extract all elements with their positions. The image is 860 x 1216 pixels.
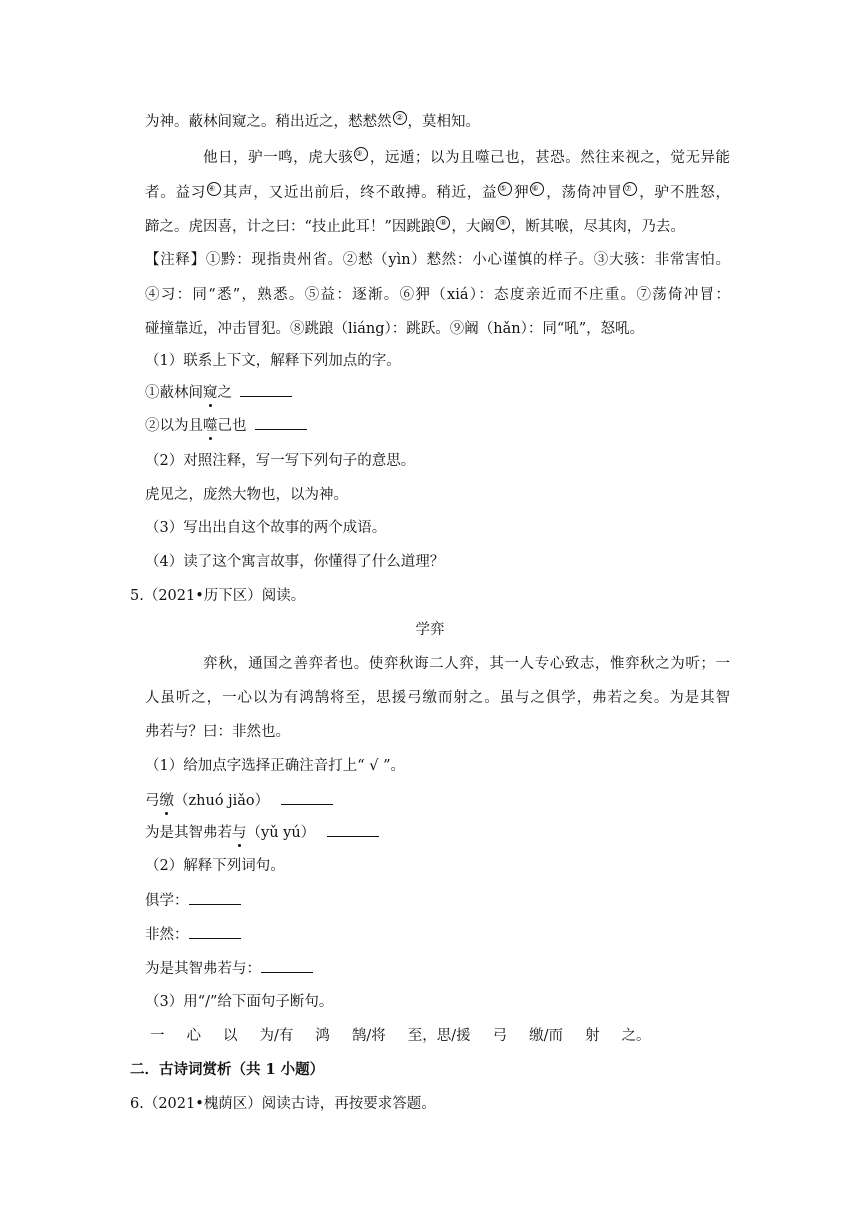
q4-sub4: （4）读了这个寓言故事，你懂得了什么道理？: [145, 554, 445, 570]
q5-passage-line-1: 弈秋，通国之善弈者也。使弈秋诲二人弈，其一人专心致志，惟弈秋之为听；一: [203, 656, 730, 672]
q5-passage-title: 学弈: [415, 622, 445, 638]
q5-sub2-item-c: 为是其智弗若与：: [145, 958, 313, 979]
q4-sub1: （1）联系上下文，解释下列加点的字。: [145, 353, 401, 369]
q5-passage-line-2: 人虽听之，一心以为有鸿鹄将至，思援弓缴而射之。虽与之俱学，弗若之矣。为是其智: [145, 690, 730, 706]
notes-line-3: 碰撞靠近，冲击冒犯。⑧跳踉（liáng）：跳跃。⑨阚（hǎn）：同“吼”，怒吼。: [145, 321, 645, 337]
q5-sub1-item-a: 弓缴（zhuó jiǎo）: [145, 790, 333, 811]
q4-sub2-sentence: 虎见之，庞然大物也，以为神。: [145, 487, 348, 503]
q5-sub2: （2）解释下列词句。: [145, 858, 285, 874]
q4-sub1-item-a: ①蔽林间窥之: [145, 382, 292, 403]
passage-line-4: 蹄之。虎因喜，计之曰：“技止此耳！”因跳踉 ⑧ ，大阚 ⑨ ，断其喉，尽其肉，乃去。: [145, 218, 685, 235]
answer-blank[interactable]: [261, 958, 313, 973]
section-heading: 二．古诗词赏析（共 1 小题）: [130, 1061, 325, 1078]
notes-line-2: ④习：同“悉”，熟悉。⑤益：逐渐。⑥狎（xiá）：态度亲近而不庄重。⑦荡倚冲冒：: [145, 287, 730, 303]
answer-blank[interactable]: [255, 415, 307, 430]
answer-blank[interactable]: [189, 890, 241, 905]
q5-sub2-item-a: 俱学：: [145, 890, 241, 911]
answer-blank[interactable]: [281, 790, 333, 805]
answer-blank[interactable]: [240, 382, 292, 397]
q5-sub2-item-b: 非然：: [145, 924, 241, 945]
q6-heading: 6.（2021•槐荫区）阅读古诗，再按要求答题。: [130, 1096, 436, 1112]
passage-line-1: 为神。蔽林间窥之。稍出近之，慭慭然 ② ，莫相知。: [145, 113, 480, 130]
q4-sub2: （2）对照注释，写一写下列句子的意思。: [145, 453, 416, 469]
q5-passage-line-3: 弗若与？曰：非然也。: [145, 724, 290, 740]
notes-line-1: 【注释】①黔：现指贵州省。②慭（yìn）慭然：小心谨慎的样子。③大骇：非常害怕。: [145, 252, 730, 268]
q4-sub3: （3）写出出自这个故事的两个成语。: [145, 520, 387, 536]
q5-sub3: （3）用“/”给下面句子断句。: [145, 994, 334, 1010]
q5-sub3-sentence: 一 心 以 为/有 鸿 鹄/将 至，思/援 弓 缴/而 射 之。: [150, 1028, 651, 1044]
q4-sub1-item-b: ②以为且噬己也: [145, 415, 307, 436]
q5-heading: 5.（2021•历下区）阅读。: [130, 588, 306, 604]
passage-line-2: 他日，驴一鸣，虎大骇 ③ ，远遁；以为且噬己也，甚恐。然往来视之，觉无异能: [203, 149, 731, 166]
q5-sub1-item-b: 为是其智弗若与（yǔ yú）: [145, 822, 379, 843]
q5-sub1: （1）给加点字选择正确注音打上“ √ ”。: [145, 758, 406, 774]
passage-line-3: 者。益习 ④ 其声，又近出前后，终不敢搏。稍近，益 ⑤ 狎 ⑥ ，荡倚冲冒 ⑦ ，驴不胜怒，: [145, 184, 731, 201]
answer-blank[interactable]: [189, 924, 241, 939]
answer-blank[interactable]: [327, 822, 379, 837]
